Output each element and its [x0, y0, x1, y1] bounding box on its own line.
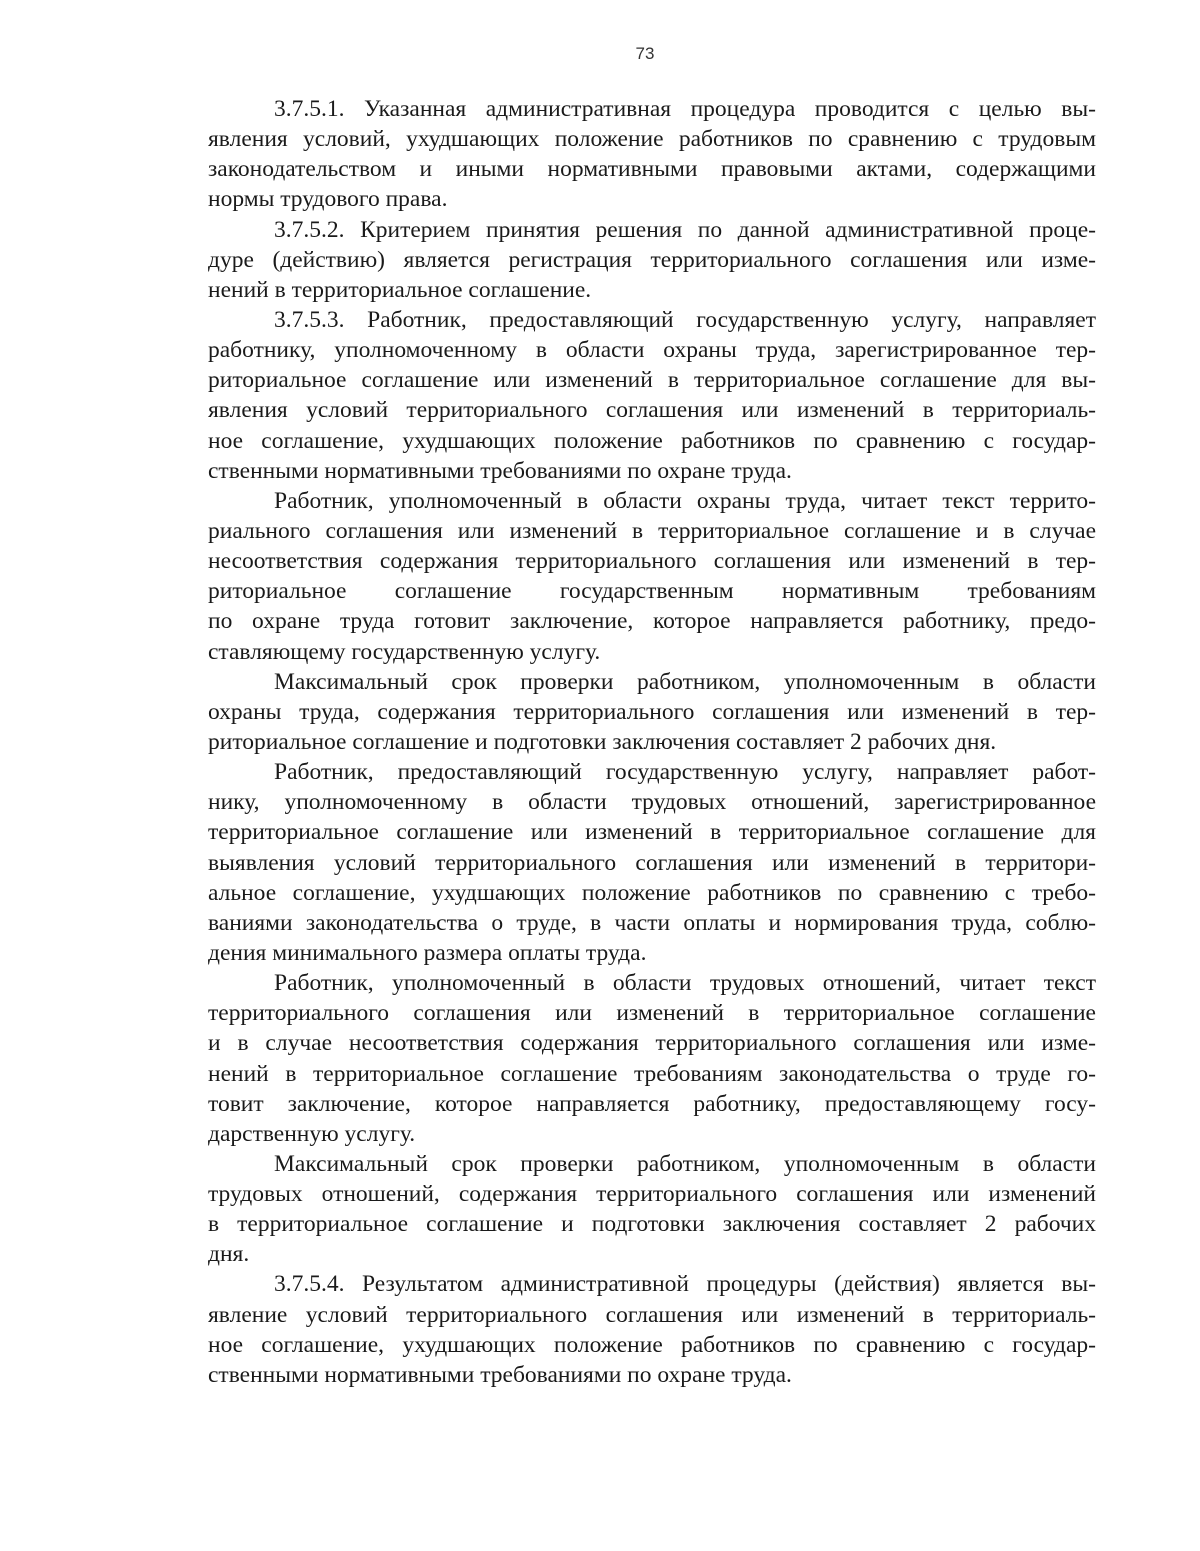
text-line: риального соглашения или изменений в территориальное соглашение и в случае	[208, 517, 1096, 544]
text-line: риториальное соглашение государственным нормативным требованиям	[208, 578, 1096, 605]
text-line: в территориальное соглашение и подготовки заключения составляет 2 рабочих	[208, 1211, 1096, 1238]
text-line: Работник, предоставляющий государственную услугу, направляет работ-	[274, 759, 1096, 786]
text-line: дарственную услугу.	[208, 1120, 416, 1147]
text-line: товит заключение, которое направляется работнику, предоставляющему госу-	[208, 1090, 1096, 1117]
text-line: и в случае несоответствия содержания территориального соглашения или изме-	[208, 1030, 1096, 1057]
paragraph-3-7-5-3	[208, 305, 1096, 486]
text-line: дня.	[208, 1241, 250, 1268]
text-line: Работник, уполномоченный в области охраны труда, читает текст террито-	[274, 487, 1096, 514]
text-line: 3.7.5.3. Работник, предоставляющий государственную услугу, направляет	[274, 306, 1096, 333]
paragraph-trudovye-otnosheniya-send	[208, 757, 1096, 968]
text-line: 3.7.5.4. Результатом административной процедуры (действия) является вы-	[274, 1271, 1096, 1298]
text-line: по охране труда готовит заключение, которое направляется работнику, предо-	[208, 608, 1096, 635]
text-line: явления условий территориального соглашения или изменений в территориаль-	[208, 397, 1096, 424]
text-line: Работник, уполномоченный в области трудовых отношений, читает текст	[274, 970, 1096, 997]
text-line: законодательством и иными нормативными правовыми актами, содержащими	[208, 156, 1096, 183]
text-line: Максимальный срок проверки работником, уполномоченным в области	[274, 1150, 1096, 1177]
text-line: ственными нормативными требованиями по охране труда.	[208, 1361, 792, 1388]
text-line: несоответствия содержания территориального соглашения или изменений в тер-	[208, 548, 1096, 575]
text-line: риториальное соглашение и подготовки заключения составляет 2 рабочих дня.	[208, 728, 997, 755]
paragraph-3-7-5-1	[208, 94, 1096, 215]
text-line: трудовых отношений, содержания территориального соглашения или изменений	[208, 1181, 1096, 1208]
text-line: выявления условий территориального соглашения или изменений в территори-	[208, 849, 1096, 876]
text-line: ственными нормативными требованиями по охране труда.	[208, 457, 792, 484]
text-line: нику, уполномоченному в области трудовых отношений, зарегистрированное	[208, 789, 1096, 816]
text-line: альное соглашение, ухудшающих положение работников по сравнению с требо-	[208, 879, 1096, 906]
text-line: ваниями законодательства о труде, в части оплаты и нормирования труда, соблю-	[208, 909, 1096, 936]
text-line: дения минимального размера оплаты труда.	[208, 939, 647, 966]
text-line: нений в территориальное соглашение.	[208, 276, 592, 303]
text-line: 3.7.5.1. Указанная административная процедура проводится с целью вы-	[274, 96, 1096, 122]
paragraph-trudovye-otnosheniya-deadline	[208, 1149, 1096, 1270]
document-body	[208, 94, 1096, 1390]
paragraph-ohrana-truda-deadline	[208, 667, 1096, 757]
paragraph-ohrana-truda-check	[208, 486, 1096, 667]
text-line: ставляющему государственную услугу.	[208, 638, 601, 665]
text-line: охраны труда, содержания территориального соглашения или изменений в тер-	[208, 698, 1096, 725]
text-line: явление условий территориального соглашения или изменений в территориаль-	[208, 1301, 1096, 1328]
text-line: Максимальный срок проверки работником, уполномоченным в области	[274, 668, 1096, 695]
text-line: ное соглашение, ухудшающих положение работников по сравнению с государ-	[208, 427, 1096, 454]
text-line: нормы трудового права.	[208, 186, 448, 213]
text-line: территориальное соглашение или изменений в территориальное соглашение для	[208, 819, 1096, 846]
text-line: нений в территориальное соглашение требованиям законодательства о труде го-	[208, 1060, 1096, 1087]
text-line: территориального соглашения или изменений в территориальное соглашение	[208, 1000, 1096, 1027]
page-number: 73	[635, 44, 655, 63]
text-line: ное соглашение, ухудшающих положение работников по сравнению с государ-	[208, 1331, 1096, 1358]
paragraph-3-7-5-4	[208, 1269, 1096, 1390]
text-line: работнику, уполномоченному в области охраны труда, зарегистрированное тер-	[208, 337, 1096, 364]
text-line: дуре (действию) является регистрация территориального соглашения или изме-	[208, 246, 1096, 273]
text-line: риториальное соглашение или изменений в территориальное соглашение для вы-	[208, 367, 1096, 394]
paragraph-3-7-5-2	[208, 215, 1096, 305]
text-line: явления условий, ухудшающих положение работников по сравнению с трудовым	[208, 126, 1096, 153]
text-line: 3.7.5.2. Критерием принятия решения по данной административной проце-	[274, 216, 1096, 243]
paragraph-trudovye-otnosheniya-check	[208, 968, 1096, 1149]
